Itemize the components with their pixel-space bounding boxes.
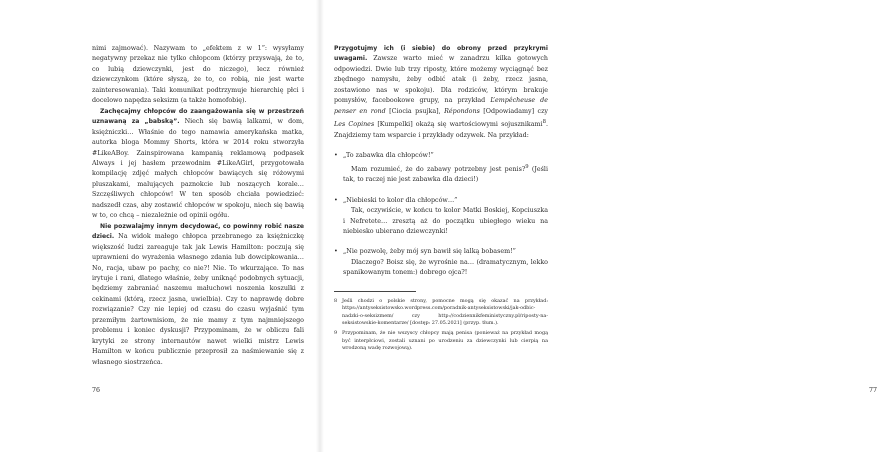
group-name-2: Répondons — [444, 107, 480, 115]
bullet-answer: Dlaczego? Boisz się, że wyrośnie na… (dramatycznym, lekko spanikowanym tonem:) dobrego ojca?! — [343, 258, 548, 277]
bullet-answer: Tak, oczywiście, w końcu to kolor Matki Boskiej, Kopciuszka i Nefretete… zresztą aż do początku ubiegłego wieku na niebiesko ubierano dziewczynki! — [343, 207, 548, 236]
footnote-divider — [334, 291, 416, 292]
right-page-body — [334, 44, 548, 279]
riposty-text-d: [Kumpelki] okażą się wartościowymi sojusznikami — [374, 121, 543, 129]
riposty-text-c: [Odpowiadamy] czy — [479, 107, 548, 115]
bullet-answer-rest: (Jeśli tak, to raczej nie jest zabawka dla dzieci!) — [343, 165, 548, 184]
paragraph-efekt: nimi zajmować). Nazywam to „efektem z w 1”: wysyłamy negatywny przekaz nie tylko chłopcom (którzy przyswają, że to, co lubią dziewczynki, jest do niczego), lecz również dziewczynkom (które słyszą, że to, co robią, nie jest warte zainteresowania). Taki komunikat podtrzymuje hierarchię płci i docelowo napędza seksizm (a także homofobię). — [92, 45, 304, 105]
group-name-3: Les Copines — [334, 121, 375, 129]
paragraph-likeaboy-text: Niech się bawią lalkami, w dom, księżniczki… Właśnie do tego namawia amerykańska matka, autorka bloga Mommy Shorts, która w 2014 roku stworzyła #LikeABoy. Zainspirowana kampanią reklamową podpasek Always i jej hasłem przewodnim #LikeAGirl, przygotowała kompilację zdjęć małych chłopców bawiących się różowymi pluszakami, malujących paznokcie lub noszących korale… Szczęśliwych chłopców! W ten sposób chciała powiedzieć: nadszedł czas, aby zostawić chłopców w spokoju, niech się bawią w to, co chcą – niezależnie od opinii ogółu. — [92, 118, 304, 220]
page-number-left: 76 — [92, 387, 101, 394]
footnote-text: Przypominam, że nie wszyscy chłopcy mają penisa (ponieważ na przykład mogą być interpłciowi, zostali uznani po urodzeniu za dziewczynki lub cierpią na wrodzoną wadę rozwojową). — [342, 330, 548, 352]
left-page — [0, 0, 320, 452]
page-number-right: 77 — [869, 387, 877, 394]
footnote-mark: 9 — [334, 330, 338, 337]
heading-babska: Zachęcajmy chłopców do zaangażowania się w przestrzeń uznawaną za „babską”. — [92, 107, 304, 126]
paragraph-hamilton — [92, 222, 304, 368]
paragraph-riposty — [334, 44, 548, 141]
footnote-8 — [334, 298, 548, 328]
bullet-list — [334, 151, 548, 279]
bullet-answer-text: Mam rozumieć, że do zabawy potrzebny jest penis? — [351, 165, 526, 173]
heading-decydowac: Nie pozwalajmy innym decydować, co powinny robić nasze dzieci. — [92, 222, 304, 241]
list-item — [334, 196, 548, 238]
riposty-text-e: . Znajdziemy tam wsparcie i przykłady odzywek. Na przykład: — [334, 121, 548, 139]
left-page-body — [92, 44, 304, 368]
paragraph-hamilton-text: Na widok małego chłopca przebranego za księżniczkę większość ludzi zareaguje tak jak Lewis Hamilton: poczują się uprawnieni do wyrażenia własnego zdania lub dowcipkowania… No, racja, ubaw po pachy, co nie?! Nie. To wkurzające. To nas irytuje i rani, dlatego właśnie, żeby uniknąć podobnych sytuacji, będziemy zabraniać naszemu małuchowi noszenia koszulki z cekinami (którą, rzecz jasna, uwielbia). Czy to naprawdę dobre rozwiązanie? Czy nie lepiej od czasu do czasu wyjaśnić tym przemiłym żartownisiom, że nie mamy z tym najmniejszego problemu i koniec dyskusji? Przypominam, że w obliczu fali krytyki ze strony internautów nawet wielki mistrz Lewis Hamilton w końcu publicznie przeprosił za naśmiewanie się z własnego siostrzeńca. — [92, 233, 304, 366]
group-name-1: L’empêcheuse de penser en rond — [334, 97, 548, 115]
bullet-quote: „To zabawka dla chłopców!” — [343, 152, 434, 160]
footnote-ref-9: 9 — [525, 163, 529, 170]
list-item — [334, 151, 548, 185]
riposty-text-b: [Ciocia psujka], — [385, 107, 445, 115]
footnote-9 — [334, 330, 548, 352]
right-page — [320, 0, 877, 452]
bullet-quote: „Nie pozwolę, żeby mój syn bawił się lalką bobasem!” — [343, 248, 516, 256]
bullet-icon: • — [334, 196, 338, 204]
bullet-icon: • — [334, 248, 338, 256]
heading-obrona: Przygotujmy ich (i siebie) do obrony przed przykrymi uwagami. — [334, 45, 548, 63]
paragraph-likeaboy — [92, 107, 304, 222]
bullet-icon: • — [334, 152, 338, 160]
footnote-mark: 8 — [334, 297, 338, 304]
bullet-quote: „Niebieski to kolor dla chłopców…” — [343, 196, 458, 204]
riposty-text-a: Zawsze warto mieć w zanadrzu kilka gotowych odpowiedzi. Dwie lub trzy riposty, które możemy wyciągnąć bez zbędnego namysłu, żeby odbić atak (i żeby, rzecz jasna, zostawiono nas w spokoju). Dla rodziców, którym brakuje pomysłów, facebookowe grupy, na przykład — [334, 55, 548, 105]
footnote-ref-8: 8 — [542, 119, 546, 126]
list-item — [334, 247, 548, 278]
footnote-text: Jeśli chodzi o polskie strony, pomocne mogą się okazać na przykład: https://antyseksistowsko.wordpress.com/poradnik-antyseksistowski/jak-odbic-nadzki-o-seksizmem/ czy http://codziennikfeministyczny.pl/riposty-na-seksistowskie-komentarze/ [dostęp: 27.05.2021] (przyp. tłum.). — [342, 297, 548, 327]
bullet-answer — [343, 162, 548, 186]
